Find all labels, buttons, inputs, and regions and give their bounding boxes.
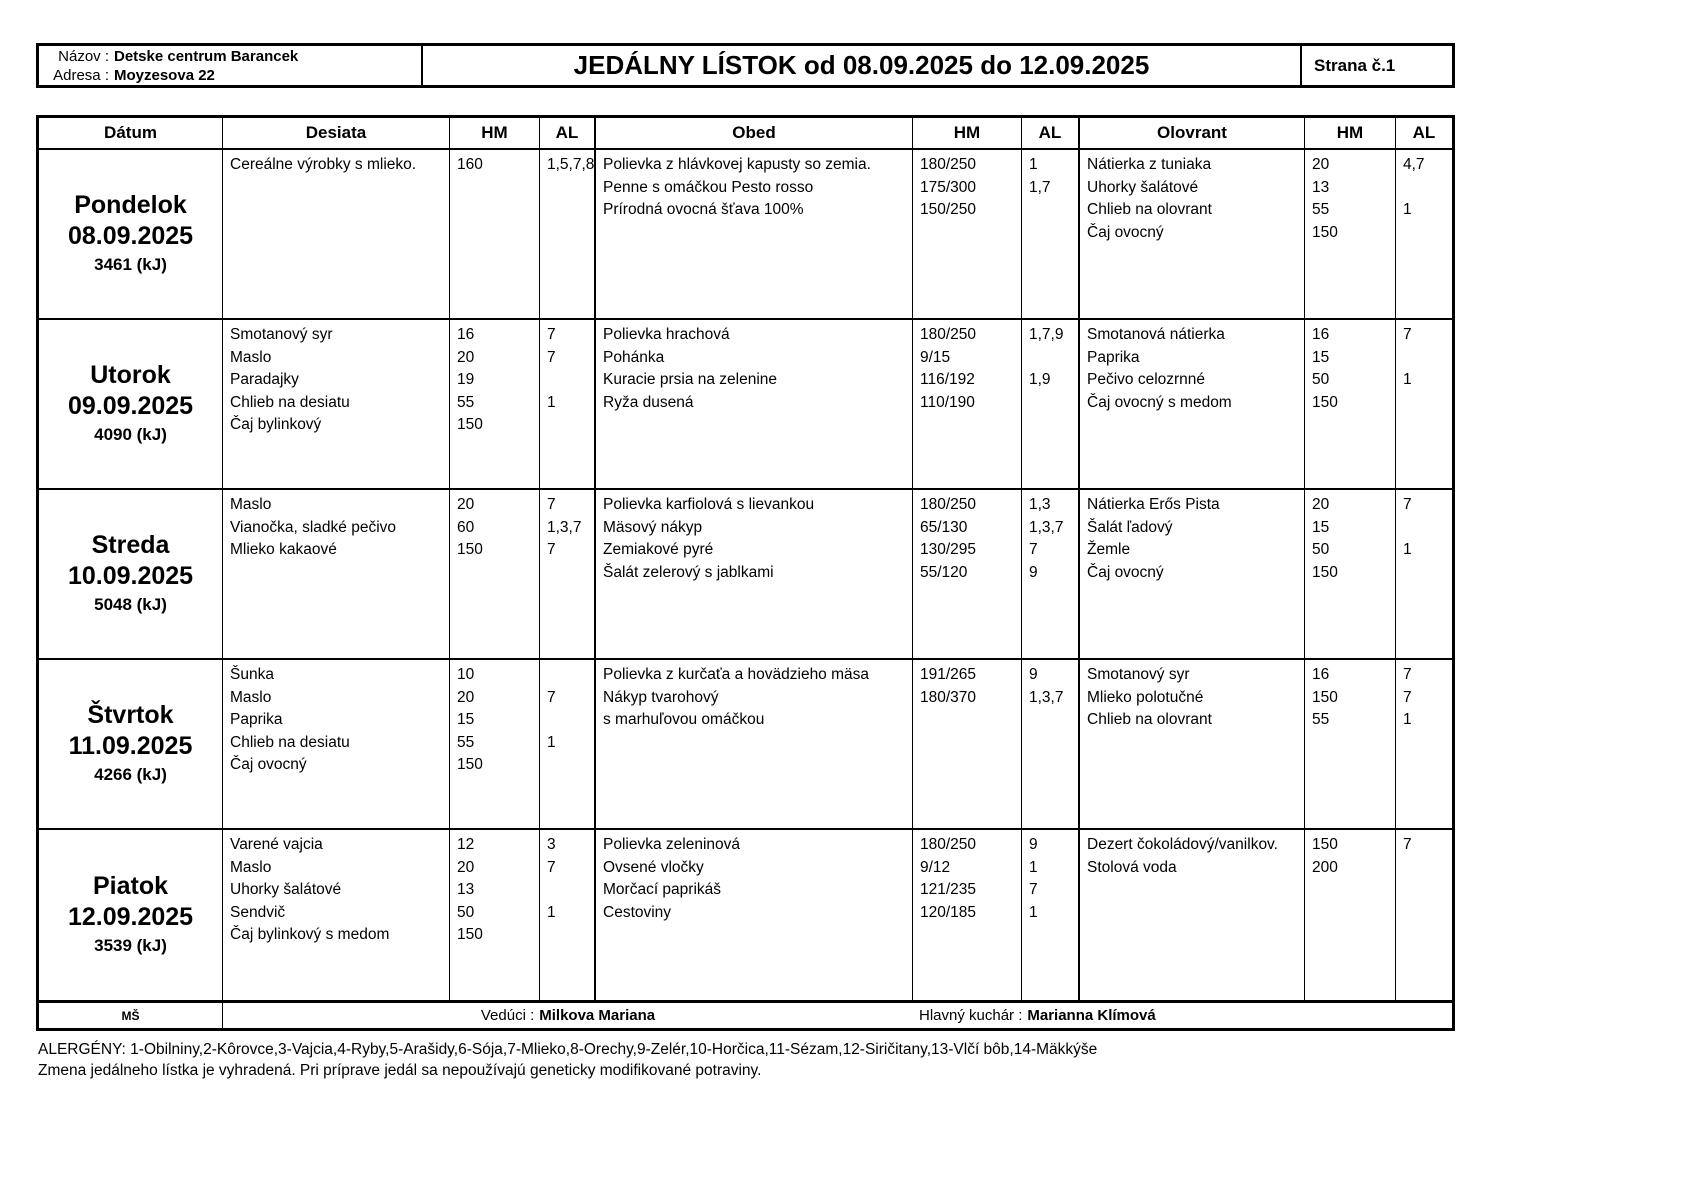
- olovrant-items-cell: [1080, 150, 1305, 318]
- hm-value: 20: [457, 858, 475, 876]
- hm-value: 55: [1312, 711, 1330, 729]
- olovrant-items-cell: [1080, 320, 1305, 488]
- column-header-0: Dátum: [39, 118, 223, 148]
- column-header-4: Obed: [596, 118, 913, 148]
- hm-value: 55: [1312, 201, 1330, 219]
- al-value: 1,7: [1029, 178, 1051, 196]
- al-value: 7: [1403, 326, 1412, 343]
- menu-item: Nátierka z tuniaka: [1087, 156, 1212, 173]
- hm-value: 116/192: [920, 371, 975, 389]
- table-body: [39, 150, 1452, 1000]
- hm-value: 150: [1312, 393, 1338, 411]
- hm-value: 65/130: [920, 518, 968, 536]
- desiata-items-cell: [223, 490, 450, 658]
- menu-item: Vianočka, sladké pečivo: [230, 518, 397, 536]
- hm-value: 20: [457, 348, 475, 366]
- al-value: [1022, 709, 1078, 732]
- day-name: Utorok: [90, 361, 171, 389]
- hm-value: 15: [457, 711, 475, 729]
- hm-value: 110/190: [920, 393, 975, 411]
- org-info: [39, 46, 423, 85]
- org-name-value: Detske centrum Barancek: [114, 47, 299, 65]
- day-date: 09.09.2025: [67, 392, 194, 420]
- menu-item: Čaj bylinkový s medom: [230, 926, 390, 944]
- day-energy: 3461 (kJ): [94, 255, 167, 274]
- menu-item: Čaj bylinkový: [230, 416, 322, 434]
- menu-item: Maslo: [230, 688, 272, 706]
- menu-item: Ovsené vločky: [603, 858, 704, 876]
- menu-item: Cereálne výrobky s mlieko.: [230, 156, 417, 173]
- column-header-2: HM: [450, 118, 540, 148]
- al-value: [1022, 347, 1078, 370]
- hm-value: 50: [1312, 541, 1330, 559]
- al-value: [1396, 392, 1452, 415]
- menu-item: Žemle: [1087, 541, 1131, 559]
- al-value: [1022, 392, 1078, 415]
- al-value: 1: [547, 903, 556, 921]
- olovrant-al-cell: [1396, 150, 1452, 318]
- hm-value: 50: [457, 903, 475, 921]
- column-header-7: Olovrant: [1080, 118, 1305, 148]
- menu-item: Smotanový syr: [230, 326, 333, 343]
- hm-value: 180/250: [920, 836, 977, 853]
- desiata-hm-cell: [450, 490, 540, 658]
- hm-value: 150: [457, 926, 483, 944]
- page-number: Strana č.1: [1300, 46, 1452, 85]
- al-value: [540, 924, 594, 947]
- hm-value: 120/185: [920, 903, 977, 921]
- desiata-al-cell: [540, 490, 596, 658]
- column-header-6: AL: [1022, 118, 1080, 148]
- al-value: [540, 709, 594, 732]
- menu-item: Maslo: [230, 348, 272, 366]
- menu-item: Dezert čokoládový/vanilkov.: [1087, 836, 1278, 853]
- menu-item: Čaj ovocný s medom: [1087, 393, 1232, 411]
- hm-value: 130/295: [920, 541, 977, 559]
- day-energy: 4090 (kJ): [94, 425, 167, 444]
- al-value: [1396, 857, 1452, 880]
- hm-value: 121/235: [920, 881, 977, 899]
- menu-item: Chlieb na olovrant: [1087, 201, 1212, 219]
- date-cell: [39, 150, 223, 318]
- menu-item: Cestoviny: [603, 903, 672, 921]
- desiata-items-cell: [223, 830, 450, 1000]
- hm-value: 15: [1312, 518, 1330, 536]
- menu-item: Ryža dusená: [603, 393, 694, 411]
- desiata-al-cell: [540, 320, 596, 488]
- menu-item: Paradajky: [230, 371, 299, 389]
- hm-value: 191/265: [920, 666, 977, 683]
- hm-value: 16: [1312, 666, 1330, 683]
- desiata-hm-cell: [450, 830, 540, 1000]
- page-title: JEDÁLNY LÍSTOK od 08.09.2025 do 12.09.2025: [573, 50, 1150, 80]
- al-value: 9: [1029, 563, 1038, 581]
- menu-item: Polievka zeleninová: [603, 836, 741, 853]
- obed-al-cell: [1022, 660, 1080, 828]
- chef-cell: [913, 1007, 1452, 1024]
- hm-value: 20: [457, 688, 475, 706]
- menu-item: Zemiakové pyré: [603, 541, 714, 559]
- hm-value: 180/370: [920, 688, 977, 706]
- al-value: 7: [1029, 881, 1038, 899]
- menu-item: Šalát zelerový s jablkami: [603, 563, 774, 581]
- org-address-line: [47, 66, 421, 85]
- olovrant-items-cell: [1080, 490, 1305, 658]
- hm-value: 16: [457, 326, 475, 343]
- hm-value: 15: [1312, 348, 1330, 366]
- menu-item: Pečivo celozrnné: [1087, 371, 1206, 389]
- menu-item: Morčací paprikáš: [603, 881, 722, 899]
- al-value: [1396, 177, 1452, 200]
- hm-value: 150: [457, 416, 483, 434]
- day-date: 12.09.2025: [67, 903, 194, 931]
- al-value: 1,3,7: [547, 518, 582, 536]
- menu-item: Šalát ľadový: [1087, 518, 1173, 536]
- menu-item: Mlieko kakaové: [230, 541, 337, 559]
- obed-al-cell: [1022, 150, 1080, 318]
- hm-value: 180/250: [920, 496, 977, 513]
- obed-al-cell: [1022, 320, 1080, 488]
- al-value: 7: [1403, 836, 1412, 853]
- al-value: 7: [1029, 541, 1038, 559]
- hm-value: 150/250: [920, 201, 977, 219]
- olovrant-al-cell: [1396, 830, 1452, 1000]
- day-name: Pondelok: [74, 191, 187, 219]
- date-cell: [39, 490, 223, 658]
- day-energy: 3539 (kJ): [94, 936, 167, 955]
- day-row-piatok: [39, 830, 1452, 1000]
- olovrant-hm-cell: [1305, 830, 1396, 1000]
- manager-cell: [223, 1007, 913, 1024]
- al-value: 1: [1029, 903, 1038, 921]
- hm-value: 150: [457, 541, 483, 559]
- obed-hm-cell: [913, 490, 1022, 658]
- hm-value: 150: [1312, 563, 1338, 581]
- al-value: 1: [547, 733, 556, 751]
- obed-items-cell: [596, 150, 913, 318]
- obed-hm-cell: [913, 660, 1022, 828]
- menu-item: Chlieb na olovrant: [1087, 711, 1212, 729]
- hm-value: 150: [457, 756, 483, 774]
- hm-value: 55: [457, 393, 475, 411]
- column-header-3: AL: [540, 118, 596, 148]
- hm-value: 180/250: [920, 156, 977, 173]
- menu-item: Pohánka: [603, 348, 665, 366]
- al-value: 1: [1029, 858, 1038, 876]
- date-cell: [39, 830, 223, 1000]
- menu-item: Kuracie prsia na zelenine: [603, 371, 778, 389]
- olovrant-al-cell: [1396, 320, 1452, 488]
- obed-hm-cell: [913, 320, 1022, 488]
- menu-item: Penne s omáčkou Pesto rosso: [603, 178, 814, 196]
- al-value: [540, 754, 594, 777]
- hm-value: 150: [1312, 836, 1338, 853]
- hm-value: [913, 709, 1021, 732]
- desiata-items-cell: [223, 320, 450, 488]
- disclaimer-note: Zmena jedálneho lístka je vyhradená. Pri príprave jedál sa nepoužívajú geneticky modifikované potraviny.: [38, 1062, 762, 1079]
- hm-value: 150: [1312, 223, 1338, 241]
- al-value: 1: [1403, 541, 1412, 559]
- hm-value: 9/12: [920, 858, 951, 876]
- menu-item: Paprika: [230, 711, 283, 729]
- obed-items-cell: [596, 490, 913, 658]
- desiata-hm-cell: [450, 660, 540, 828]
- day-row-streda: [39, 490, 1452, 660]
- hm-value: 55/120: [920, 563, 968, 581]
- day-date: 08.09.2025: [67, 222, 194, 250]
- olovrant-items-cell: [1080, 660, 1305, 828]
- olovrant-al-cell: [1396, 490, 1452, 658]
- hm-value: 200: [1312, 858, 1338, 876]
- day-name: Streda: [91, 531, 170, 559]
- hm-value: 160: [457, 156, 483, 173]
- hm-value: 16: [1312, 326, 1330, 343]
- hm-value: 13: [1312, 178, 1330, 196]
- olovrant-hm-cell: [1305, 660, 1396, 828]
- hm-value: 12: [457, 836, 475, 853]
- al-value: [1396, 562, 1452, 585]
- desiata-items-cell: [223, 150, 450, 318]
- hm-value: 175/300: [920, 178, 977, 196]
- al-value: 1,5,7,8: [547, 156, 595, 173]
- menu-item: Polievka z hlávkovej kapusty so zemia.: [603, 156, 871, 173]
- chef-name: Marianna Klímová: [1027, 1007, 1156, 1024]
- table-header-row: [39, 118, 1452, 150]
- menu-item: Uhorky šalátové: [1087, 178, 1199, 196]
- day-row-utorok: [39, 320, 1452, 490]
- menu-item: Sendvič: [230, 903, 286, 921]
- hm-value: 10: [457, 666, 475, 683]
- al-value: 7: [1403, 496, 1412, 513]
- menu-item: Polievka hrachová: [603, 326, 730, 343]
- hm-value: 60: [457, 518, 475, 536]
- obed-items-cell: [596, 320, 913, 488]
- hm-value: 20: [457, 496, 475, 513]
- menu-item: Prírodná ovocná šťava 100%: [603, 201, 804, 219]
- menu-item: Chlieb na desiatu: [230, 733, 350, 751]
- menu-item: Maslo: [230, 858, 272, 876]
- desiata-al-cell: [540, 150, 596, 318]
- al-value: [540, 414, 594, 437]
- hm-value: 20: [1312, 156, 1330, 173]
- day-date: 10.09.2025: [67, 562, 194, 590]
- desiata-al-cell: [540, 830, 596, 1000]
- al-value: 1,3: [1029, 496, 1051, 513]
- al-value: [1396, 347, 1452, 370]
- al-value: 9: [1029, 666, 1038, 683]
- document-header: [36, 43, 1455, 88]
- hm-value: 20: [1312, 496, 1330, 513]
- al-value: [1396, 517, 1452, 540]
- org-address-label: Adresa :: [53, 66, 109, 84]
- day-name: Štvrtok: [87, 701, 174, 729]
- hm-value: 9/15: [920, 348, 951, 366]
- menu-item: Čaj ovocný: [1087, 223, 1164, 241]
- al-value: [540, 369, 594, 392]
- menu-item: Varené vajcia: [230, 836, 323, 853]
- column-header-5: HM: [913, 118, 1022, 148]
- menu-item: Nákyp tvarohový: [603, 688, 719, 706]
- al-value: 9: [1029, 836, 1038, 853]
- al-value: 1,7,9: [1029, 326, 1064, 343]
- al-value: [1022, 199, 1078, 222]
- menu-item: Mlieko polotučné: [1087, 688, 1204, 706]
- day-energy: 4266 (kJ): [94, 765, 167, 784]
- menu-item: Nátierka Erős Pista: [1087, 496, 1220, 513]
- table-footer: [39, 1000, 1452, 1028]
- menu-item: Polievka karfiolová s lievankou: [603, 496, 815, 513]
- al-value: 4,7: [1403, 156, 1425, 173]
- menu-item: Stolová voda: [1087, 858, 1177, 876]
- menu-table: [36, 115, 1455, 1031]
- al-value: 1,3,7: [1029, 688, 1064, 706]
- day-row-štvrtok: [39, 660, 1452, 830]
- obed-items-cell: [596, 830, 913, 1000]
- hm-value: 50: [1312, 371, 1330, 389]
- al-value: [1396, 222, 1452, 245]
- chef-label: Hlavný kuchár :: [919, 1007, 1023, 1024]
- menu-item: s marhuľovou omáčkou: [603, 711, 765, 729]
- date-cell: [39, 660, 223, 828]
- obed-hm-cell: [913, 150, 1022, 318]
- desiata-items-cell: [223, 660, 450, 828]
- menu-item: Čaj ovocný: [230, 756, 307, 774]
- allergens-note: ALERGÉNY: 1-Obilniny,2-Kôrovce,3-Vajcia,4-Ryby,5-Arašidy,6-Sója,7-Mlieko,8-Orechy,9-Zelér,10-Horčica,11-Sézam,12-Siričitany,13-Vlčí bôb,14-Mäkkýše: [38, 1041, 1098, 1058]
- menu-item: Mäsový nákyp: [603, 518, 703, 536]
- menu-item: Čaj ovocný: [1087, 563, 1164, 581]
- date-cell: [39, 320, 223, 488]
- menu-item: Paprika: [1087, 348, 1140, 366]
- hm-value: 19: [457, 371, 475, 389]
- olovrant-al-cell: [1396, 660, 1452, 828]
- day-energy: 5048 (kJ): [94, 595, 167, 614]
- obed-items-cell: [596, 660, 913, 828]
- al-value: 7: [547, 858, 556, 876]
- al-value: 7: [1403, 688, 1412, 706]
- day-date: 11.09.2025: [68, 732, 193, 760]
- al-value: 1: [1403, 371, 1412, 389]
- desiata-hm-cell: [450, 150, 540, 318]
- al-value: 7: [547, 348, 556, 366]
- menu-item: Chlieb na desiatu: [230, 393, 350, 411]
- manager-name: Milkova Mariana: [539, 1007, 656, 1024]
- al-value: 1,3,7: [1029, 518, 1064, 536]
- footnotes: [38, 1039, 1097, 1081]
- day-row-pondelok: [39, 150, 1452, 320]
- hm-value: 13: [457, 881, 475, 899]
- hm-value: 150: [1312, 688, 1338, 706]
- al-value: [540, 879, 594, 902]
- manager-label: Vedúci :: [480, 1007, 535, 1024]
- al-value: 1,9: [1029, 371, 1051, 389]
- menu-item: Uhorky šalátové: [230, 881, 342, 899]
- column-header-9: AL: [1412, 123, 1436, 142]
- menu-item: Maslo: [230, 496, 272, 513]
- al-value: 7: [1403, 666, 1412, 683]
- menu-item: Smotanový syr: [1087, 666, 1190, 683]
- al-value: 1: [547, 393, 556, 411]
- org-name-line: [47, 47, 421, 66]
- al-value: [540, 664, 594, 687]
- day-name: Piatok: [92, 872, 169, 900]
- al-value: 3: [547, 836, 556, 853]
- org-address-value: Moyzesova 22: [114, 66, 215, 84]
- olovrant-hm-cell: [1305, 490, 1396, 658]
- al-value: 7: [547, 496, 556, 513]
- menu-item: Šunka: [230, 666, 274, 683]
- olovrant-items-cell: [1080, 830, 1305, 1000]
- al-value: 1: [1403, 201, 1412, 219]
- desiata-al-cell: [540, 660, 596, 828]
- menu-item: Smotanová nátierka: [1087, 326, 1225, 343]
- al-value: 7: [547, 541, 556, 559]
- hm-value: 55: [457, 733, 475, 751]
- obed-hm-cell: [913, 830, 1022, 1000]
- hm-value: 180/250: [920, 326, 977, 343]
- obed-al-cell: [1022, 490, 1080, 658]
- al-value: 1: [1029, 156, 1038, 173]
- al-value: 7: [547, 688, 556, 706]
- menu-item: Polievka z kurčaťa a hovädzieho mäsa: [603, 666, 870, 683]
- school-label: MŠ: [39, 1003, 223, 1028]
- desiata-hm-cell: [450, 320, 540, 488]
- column-header-1: Desiata: [223, 118, 450, 148]
- org-name-label: Názov :: [58, 47, 109, 65]
- column-header-8: HM: [1305, 118, 1396, 148]
- olovrant-hm-cell: [1305, 150, 1396, 318]
- olovrant-hm-cell: [1305, 320, 1396, 488]
- al-value: 1: [1403, 711, 1412, 729]
- obed-al-cell: [1022, 830, 1080, 1000]
- al-value: 7: [547, 326, 556, 343]
